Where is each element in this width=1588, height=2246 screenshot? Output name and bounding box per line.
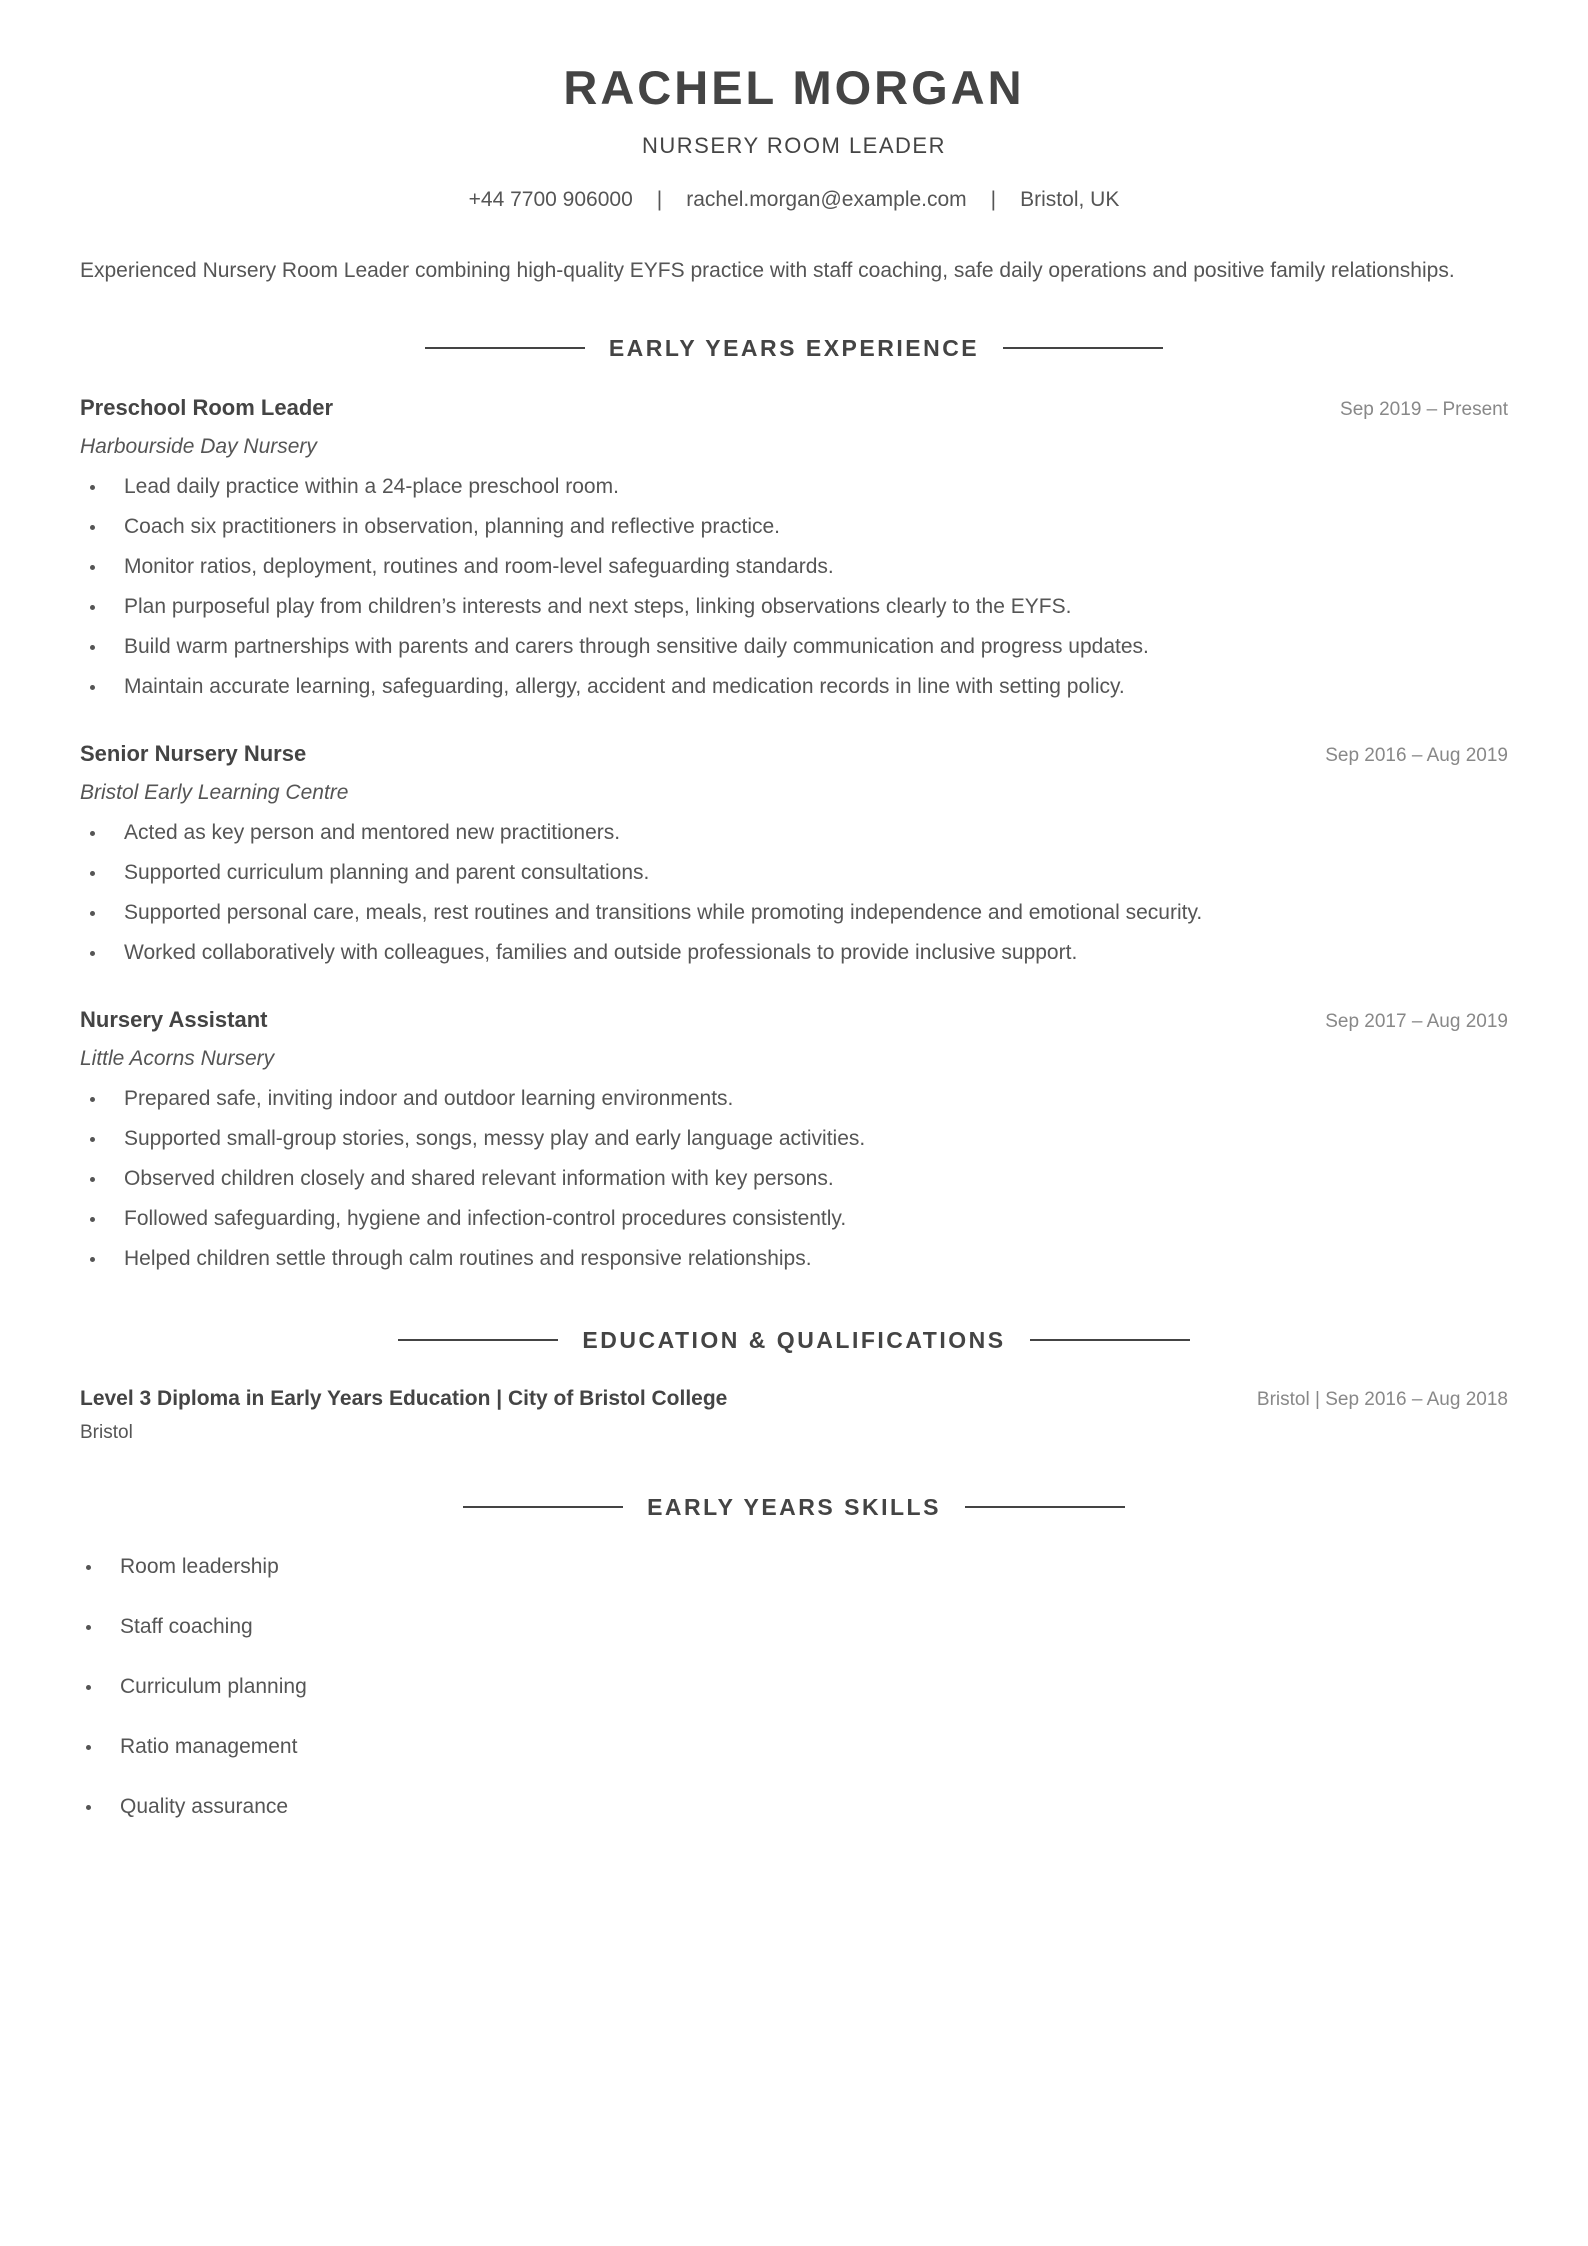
job-bullet: Build warm partnerships with parents and carers through sensitive daily communication and progress updates. — [80, 627, 1508, 667]
job-title: Preschool Room Leader — [80, 395, 334, 420]
skill-item: Room leadership — [80, 1552, 1508, 1582]
job-bullet: Acted as key person and mentored new practitioners. — [80, 813, 1508, 853]
section-heading-skills — [80, 1492, 1508, 1522]
skill-item: Staff coaching — [80, 1612, 1508, 1642]
job-bullet: Maintain accurate learning, safeguarding, allergy, accident and medication records in line with setting policy. — [80, 667, 1508, 707]
job-bullet: Supported small-group stories, songs, messy play and early language activities. — [80, 1119, 1508, 1159]
heading-rule-left — [425, 347, 585, 349]
qualification-title: Level 3 Diploma in Early Years Education | City of Bristol College — [80, 1387, 728, 1410]
job-title: Nursery Assistant — [80, 1007, 268, 1032]
heading-rule-right — [1030, 1339, 1190, 1341]
job-header — [80, 739, 1508, 771]
job-header — [80, 393, 1508, 425]
heading-rule-right — [965, 1506, 1125, 1508]
job-dates: Sep 2017 – Aug 2019 — [1325, 1011, 1508, 1032]
job-header — [80, 1005, 1508, 1037]
job-entry — [80, 1005, 1508, 1279]
education-entry — [80, 1385, 1508, 1446]
job-bullet: Supported curriculum planning and parent consultations. — [80, 853, 1508, 893]
section-title: EDUCATION & QUALIFICATIONS — [582, 1326, 1006, 1353]
job-bullet: Coach six practitioners in observation, planning and reflective practice. — [80, 507, 1508, 547]
candidate-name: RACHEL MORGAN — [563, 61, 1025, 114]
education-header — [80, 1385, 1508, 1414]
job-bullet: Plan purposeful play from children’s interests and next steps, linking observations clearly to the EYFS. — [80, 587, 1508, 627]
job-bullet-list — [80, 1079, 1508, 1279]
phone-number: +44 7700 906000 — [468, 188, 633, 211]
job-bullet: Followed safeguarding, hygiene and infection-control procedures consistently. — [80, 1199, 1508, 1239]
skills-list — [80, 1552, 1508, 1822]
contact-separator: | — [990, 188, 997, 211]
skill-item: Ratio management — [80, 1732, 1508, 1762]
contact-separator: | — [656, 188, 663, 211]
heading-rule-left — [398, 1339, 558, 1341]
employer-name: Little Acorns Nursery — [80, 1047, 275, 1070]
section-heading-education — [80, 1325, 1508, 1355]
job-entry — [80, 393, 1508, 707]
job-bullet: Observed children closely and shared relevant information with key persons. — [80, 1159, 1508, 1199]
qualification-meta: Bristol | Sep 2016 – Aug 2018 — [1256, 1389, 1508, 1410]
location-text: Bristol, UK — [1020, 188, 1120, 211]
heading-rule-right — [1003, 347, 1163, 349]
job-bullet: Helped children settle through calm routines and responsive relationships. — [80, 1239, 1508, 1279]
qualification-location: Bristol — [80, 1422, 133, 1443]
skill-item: Quality assurance — [80, 1792, 1508, 1822]
job-bullet: Monitor ratios, deployment, routines and room-level safeguarding standards. — [80, 547, 1508, 587]
employer-name: Harbourside Day Nursery — [80, 435, 317, 458]
job-dates: Sep 2019 – Present — [1340, 399, 1508, 420]
employer-name: Bristol Early Learning Centre — [80, 781, 349, 804]
job-bullet: Worked collaboratively with colleagues, families and outside professionals to provide inclusive support. — [80, 933, 1508, 973]
section-title: EARLY YEARS EXPERIENCE — [608, 334, 980, 361]
skill-item: Curriculum planning — [80, 1672, 1508, 1702]
job-bullet-list — [80, 813, 1508, 973]
section-title: EARLY YEARS SKILLS — [647, 1493, 941, 1520]
heading-rule-left — [463, 1506, 623, 1508]
job-bullet: Lead daily practice within a 24-place preschool room. — [80, 467, 1508, 507]
email-address: rachel.morgan@example.com — [686, 188, 967, 211]
candidate-role: NURSERY ROOM LEADER — [642, 133, 946, 158]
contact-line — [80, 186, 1508, 214]
section-heading-experience — [80, 333, 1508, 363]
job-bullet-list — [80, 467, 1508, 707]
job-entry — [80, 739, 1508, 973]
job-bullet: Prepared safe, inviting indoor and outdoor learning environments. — [80, 1079, 1508, 1119]
professional-summary: Experienced Nursery Room Leader combining high-quality EYFS practice with staff coaching, safe daily operations and positive family relationships. — [80, 259, 1455, 282]
job-dates: Sep 2016 – Aug 2019 — [1325, 745, 1508, 766]
job-bullet: Supported personal care, meals, rest routines and transitions while promoting independence and emotional security. — [80, 893, 1508, 933]
job-title: Senior Nursery Nurse — [80, 741, 307, 766]
